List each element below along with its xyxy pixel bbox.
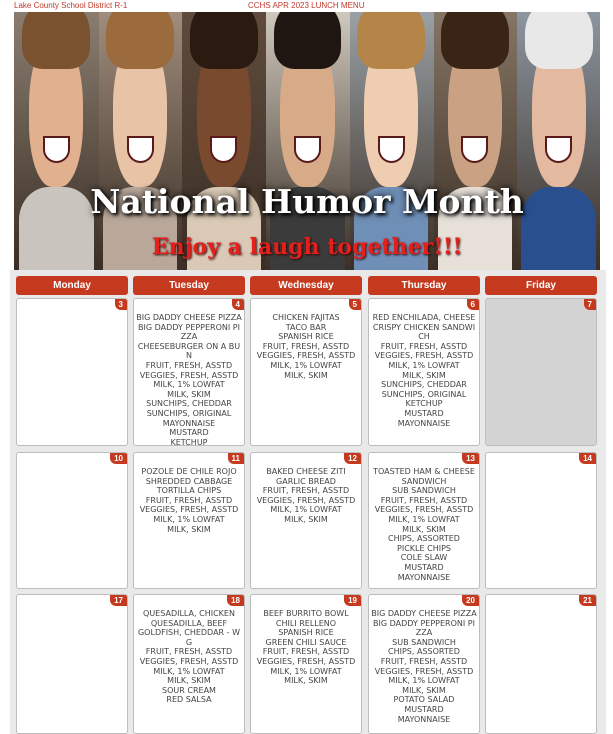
menu-items: [253, 609, 359, 686]
day-cell: [250, 594, 362, 734]
menu-item: FRUIT, FRESH, ASSTD: [380, 656, 468, 666]
menu-item: MILK, 1% LOWFAT: [270, 666, 342, 676]
menu-item: SPANISH RICE: [278, 332, 334, 342]
menu-item: CHILI RELLENO: [275, 618, 337, 628]
menu-item: FRUIT, FRESH, ASSTD: [262, 341, 350, 351]
menu-item: VEGGIES, FRESH, ASSTD: [139, 505, 239, 515]
menu-item: PICKLE CHIPS: [397, 543, 451, 553]
menu-item: VEGGIES, FRESH, ASSTD: [374, 666, 474, 676]
menu-item: MILK, SKIM: [167, 676, 211, 686]
day-cell: [485, 594, 597, 734]
menu-items: [371, 467, 477, 582]
day-number: 14: [579, 453, 596, 464]
menu-item: VEGGIES, FRESH, ASSTD: [256, 495, 356, 505]
menu-item: QUESADILLA, BEEF: [150, 618, 228, 628]
menu-item: BIG DADDY CHEESE PIZZA: [136, 313, 242, 322]
menu-item: FRUIT, FRESH, ASSTD: [145, 495, 233, 505]
day-cell: [485, 298, 597, 446]
day-number: 20: [462, 595, 479, 606]
banner-face-photo: [98, 12, 183, 270]
menu-item: MAYONNAISE: [162, 418, 216, 428]
day-number: 12: [344, 453, 361, 464]
menu-item: POZOLE DE CHILE ROJO: [141, 467, 237, 476]
menu-item: MAYONNAISE: [397, 714, 451, 724]
menu-item: FRUIT, FRESH, ASSTD: [380, 495, 468, 505]
menu-item: KETCHUP: [170, 437, 208, 446]
day-header-wednesday: Wednesday: [250, 276, 362, 295]
menu-items: [371, 609, 477, 724]
menu-item: SUNCHIPS, CHEDDAR: [381, 380, 467, 390]
menu-item: MILK, 1% LOWFAT: [153, 666, 225, 676]
menu-item: CHICKEN FAJITAS: [272, 313, 340, 322]
menu-item: VEGGIES, FRESH, ASSTD: [139, 656, 239, 666]
menu-item: SUNCHIPS, CHEDDAR: [146, 399, 232, 409]
district-name: Lake County School District R-1: [14, 1, 128, 10]
menu-item: MILK, 1% LOWFAT: [153, 380, 225, 390]
day-cell: [133, 298, 245, 446]
menu-item: BAKED CHEESE ZITI: [266, 467, 346, 476]
banner-face-photo: [265, 12, 350, 270]
menu-item: TACO BAR: [285, 322, 327, 332]
menu-item: MILK, SKIM: [167, 524, 211, 534]
day-cell: [368, 594, 480, 734]
menu-item: COLE SLAW: [400, 553, 448, 563]
day-cell: [485, 452, 597, 589]
menu-item: MILK, SKIM: [402, 524, 446, 534]
day-number: 10: [110, 453, 127, 464]
menu-item: MILK, SKIM: [402, 685, 446, 695]
banner-subtitle: Enjoy a laugh together!!!: [151, 234, 463, 260]
menu-item: MUSTARD: [169, 428, 209, 438]
banner-face-photo: [349, 12, 434, 270]
menu-item: MILK, 1% LOWFAT: [270, 505, 342, 515]
menu-item: MILK, 1% LOWFAT: [388, 676, 460, 686]
day-number: 4: [232, 299, 244, 310]
menu-items: [136, 609, 242, 705]
menu-item: MAYONNAISE: [397, 418, 451, 428]
day-number: 11: [228, 453, 244, 464]
menu-item: BIG DADDY PEPPERONI PIZZA: [138, 322, 240, 342]
menu-item: GARLIC BREAD: [276, 476, 336, 486]
menu-item: RED SALSA: [166, 695, 212, 705]
menu-item: VEGGIES, FRESH, ASSTD: [374, 351, 474, 361]
menu-item: MILK, 1% LOWFAT: [153, 514, 225, 524]
day-cell: [368, 452, 480, 589]
day-cell: [16, 594, 128, 734]
menu-item: MILK, SKIM: [284, 514, 328, 524]
day-cell: [133, 594, 245, 734]
menu-item: CHEESEBURGER ON A BUN: [137, 341, 241, 361]
menu-item: SUNCHIPS, ORIGINAL: [146, 408, 232, 418]
day-cell: [133, 452, 245, 589]
banner-image: [14, 12, 600, 270]
menu-item: SPANISH RICE: [278, 628, 334, 638]
day-number: 7: [584, 299, 596, 310]
menu-item: VEGGIES, FRESH, ASSTD: [139, 370, 239, 380]
menu-item: QUESADILLA, CHICKEN: [143, 609, 235, 618]
banner-face-photo: [181, 12, 266, 270]
menu-item: FRUIT, FRESH, ASSTD: [262, 486, 350, 496]
menu-item: MILK, SKIM: [284, 370, 328, 380]
menu-item: FRUIT, FRESH, ASSTD: [262, 647, 350, 657]
menu-item: SOUR CREAM: [162, 685, 216, 695]
day-number: 3: [115, 299, 127, 310]
menu-item: CHIPS, ASSORTED: [388, 647, 460, 657]
day-number: 18: [227, 595, 244, 606]
day-number: 5: [349, 299, 361, 310]
menu-item: FRUIT, FRESH, ASSTD: [145, 647, 233, 657]
menu-item: MUSTARD: [404, 562, 444, 572]
day-cell: [16, 298, 128, 446]
day-number: 17: [110, 595, 127, 606]
menu-item: VEGGIES, FRESH, ASSTD: [374, 505, 474, 515]
menu-item: CRISPY CHICKEN SANDWICH: [372, 322, 476, 342]
menu-item: FRUIT, FRESH, ASSTD: [380, 341, 468, 351]
menu-item: POTATO SALAD: [393, 695, 455, 705]
banner-face-photo: [14, 12, 99, 270]
document-header: [0, 0, 613, 12]
menu-item: BIG DADDY PEPPERONI PIZZA: [373, 618, 475, 638]
menu-item: BEEF BURRITO BOWL: [263, 609, 349, 618]
menu-title: CCHS APR 2023 LUNCH MENU: [248, 1, 365, 10]
menu-item: GOLDFISH, CHEDDAR - WG: [137, 628, 240, 647]
menu-items: [136, 313, 242, 446]
menu-item: TOASTED HAM & CHEESE SANDWICH: [373, 467, 475, 486]
menu-item: CHIPS, ASSORTED: [388, 534, 460, 544]
menu-items: [253, 313, 359, 380]
menu-item: RED ENCHILADA, CHEESE: [372, 313, 476, 322]
menu-item: BIG DADDY CHEESE PIZZA: [371, 609, 477, 618]
menu-item: MILK, 1% LOWFAT: [388, 360, 460, 370]
menu-item: VEGGIES, FRESH, ASSTD: [256, 351, 356, 361]
menu-item: FRUIT, FRESH, ASSTD: [145, 360, 233, 370]
banner-face-photo: [433, 12, 518, 270]
day-number: 19: [344, 595, 361, 606]
menu-item: MILK, SKIM: [284, 676, 328, 686]
menu-item: MAYONNAISE: [397, 572, 451, 582]
day-header-friday: Friday: [485, 276, 597, 295]
menu-item: SUB SANDWICH: [392, 486, 456, 496]
day-header-monday: Monday: [16, 276, 128, 295]
menu-item: VEGGIES, FRESH, ASSTD: [256, 656, 356, 666]
menu-item: GREEN CHILI SAUCE: [265, 637, 347, 647]
menu-item: TORTILLA CHIPS: [156, 486, 222, 496]
day-header-thursday: Thursday: [368, 276, 480, 295]
menu-item: MUSTARD: [404, 408, 444, 418]
banner-title: National Humor Month: [90, 182, 524, 221]
day-number: 6: [467, 299, 479, 310]
menu-items: [136, 467, 242, 534]
menu-items: [253, 467, 359, 525]
menu-item: KETCHUP: [405, 399, 443, 409]
menu-item: SUB SANDWICH: [392, 637, 456, 647]
menu-item: MILK, SKIM: [167, 389, 211, 399]
day-number: 13: [462, 453, 479, 464]
day-header-tuesday: Tuesday: [133, 276, 245, 295]
menu-item: MUSTARD: [404, 704, 444, 714]
menu-item: SUNCHIPS, ORIGINAL: [381, 389, 467, 399]
day-cell: [250, 452, 362, 589]
day-cell: [250, 298, 362, 446]
day-number: 21: [579, 595, 596, 606]
menu-item: MILK, 1% LOWFAT: [270, 360, 342, 370]
menu-item: MILK, SKIM: [402, 370, 446, 380]
menu-items: [371, 313, 477, 428]
day-cell: [16, 452, 128, 589]
banner-face-photo: [516, 12, 600, 270]
menu-item: MILK, 1% LOWFAT: [388, 514, 460, 524]
menu-item: SHREDDED CABBAGE: [145, 476, 233, 486]
day-cell: [368, 298, 480, 446]
